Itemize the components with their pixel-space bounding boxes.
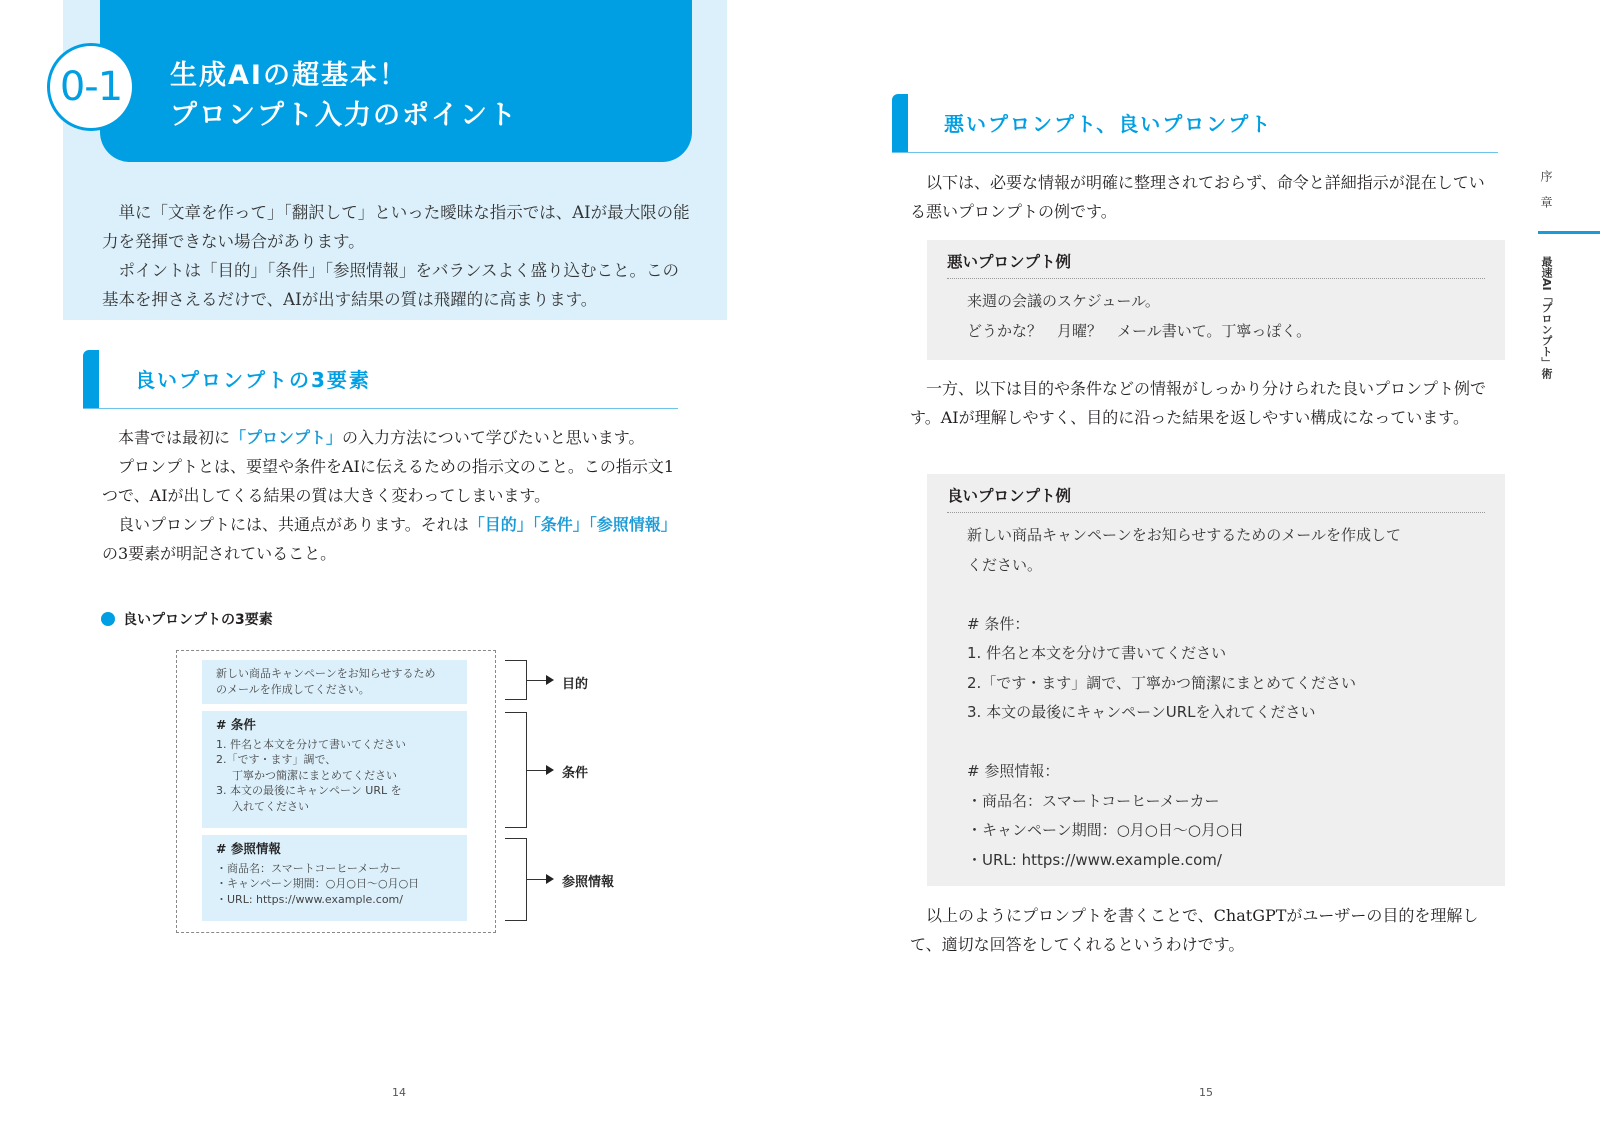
heading-accent-bar — [83, 350, 99, 408]
good-prompt-body: 新しい商品キャンペーンをお知らせするためのメールを作成して ください。 # 条件： 1. 件名と本文を分けて書いてください 2.「です・ます」調で、丁寧かつ簡潔にまとめてください 3. 本文の最後にキャンペーンURLを入れてください # 参照情報： ・商品名：スマートコーヒーメーカー ・キャンペーン期間：○月○日〜○月○日 ・URL: https://www.example.com/ — [967, 526, 1401, 869]
bad-prompt-heading: 悪いプロンプト例 — [947, 250, 1485, 279]
paragraph: プロンプトとは、要望や条件をAIに伝えるための指示文のこと。この指示文1つで、AIが出してくる結果の質は大きく変わってしまいます。 — [102, 457, 675, 505]
paragraph: 以下は、必要な情報が明確に整理されておらず、命令と詳細指示が混在している悪いプロンプトの例です。 — [910, 173, 1485, 221]
bullet-dot-icon — [101, 612, 115, 626]
figure-frame — [176, 650, 496, 933]
label-reference: 参照情報 — [562, 875, 615, 890]
paragraph: 本書では最初に「プロンプト」の入力方法について学びたいと思います。 — [118, 428, 645, 447]
body-text — [910, 374, 1500, 432]
good-prompt-heading: 良いプロンプト例 — [947, 484, 1485, 513]
highlight: 「目的」「条件」「参照情報」 — [468, 515, 677, 534]
section-heading — [83, 350, 678, 409]
figure-box-conditions: # 条件 1. 件名と本文を分けて書いてください 2.「です・ます」調で、 丁寧かつ簡潔にまとめてください 3. 本文の最後にキャンペーン URL を 入れてください — [202, 711, 467, 828]
figure-box-purpose: 新しい商品キャンペーンをお知らせするため のメールを作成してください。 — [202, 660, 467, 704]
arrow-right-icon — [546, 675, 554, 685]
section-title: 良いプロンプトの3要素 — [135, 368, 371, 392]
intro-text — [102, 198, 692, 314]
section-heading — [892, 94, 1498, 153]
label-purpose: 目的 — [562, 677, 589, 692]
body-text — [910, 901, 1500, 959]
page-number-right: 15 — [1199, 1086, 1213, 1099]
title-line-1: 生成AIの超基本！ — [170, 60, 408, 91]
page-title — [170, 56, 518, 136]
bad-prompt-box — [927, 240, 1505, 360]
bad-prompt-body: 来週の会議のスケジュール。 どうかな？ 月曜？ メール書いて。丁寧っぽく。 — [967, 292, 1312, 340]
body-text — [102, 423, 682, 568]
page-number-left: 14 — [392, 1086, 406, 1099]
brace-reference — [505, 838, 527, 921]
intro-paragraph: ポイントは「目的」「条件」「参照情報」をバランスよく盛り込むこと。この基本を押さえるだけで、AIが出す結果の質は飛躍的に高まります。 — [102, 261, 680, 309]
side-tab-chapter: 序章 — [1539, 170, 1553, 222]
good-prompt-box — [927, 474, 1505, 886]
section-title: 悪いプロンプト、良いプロンプト — [944, 112, 1273, 136]
title-line-2: プロンプト入力のポイント — [170, 100, 518, 131]
brace-conditions — [505, 712, 527, 828]
side-tab-divider — [1538, 231, 1600, 234]
figure-caption: 良いプロンプトの3要素 — [101, 609, 273, 629]
side-tab-title: 最速AI「プロンプト」術 — [1540, 256, 1553, 379]
highlight: 「プロンプト」 — [230, 428, 343, 447]
intro-paragraph: 単に「文章を作って」「翻訳して」といった曖昧な指示では、AIが最大限の能力を発揮できない場合があります。 — [102, 203, 690, 251]
arrow-right-icon — [546, 874, 554, 884]
label-conditions: 条件 — [562, 766, 589, 781]
heading-accent-bar — [892, 94, 908, 152]
arrow-right-icon — [546, 765, 554, 775]
paragraph: 以上のようにプロンプトを書くことで、ChatGPTがユーザーの目的を理解して、適切な回答をしてくれるというわけです。 — [910, 906, 1479, 954]
paragraph: 良いプロンプトには、共通点があります。それは「目的」「条件」「参照情報」の3要素が明記されていること。 — [102, 515, 677, 563]
paragraph: 一方、以下は目的や条件などの情報がしっかり分けられた良いプロンプト例です。AIが理解しやすく、目的に沿った結果を返しやすい構成になっています。 — [910, 379, 1487, 427]
body-text — [910, 168, 1500, 226]
brace-purpose — [505, 660, 527, 700]
figure-box-reference: # 参照情報 ・商品名：スマートコーヒーメーカー ・キャンペーン期間：○月○日〜○月○日 ・URL: https://www.example.com/ — [202, 835, 467, 921]
section-number-badge: 0-1 — [47, 43, 135, 131]
